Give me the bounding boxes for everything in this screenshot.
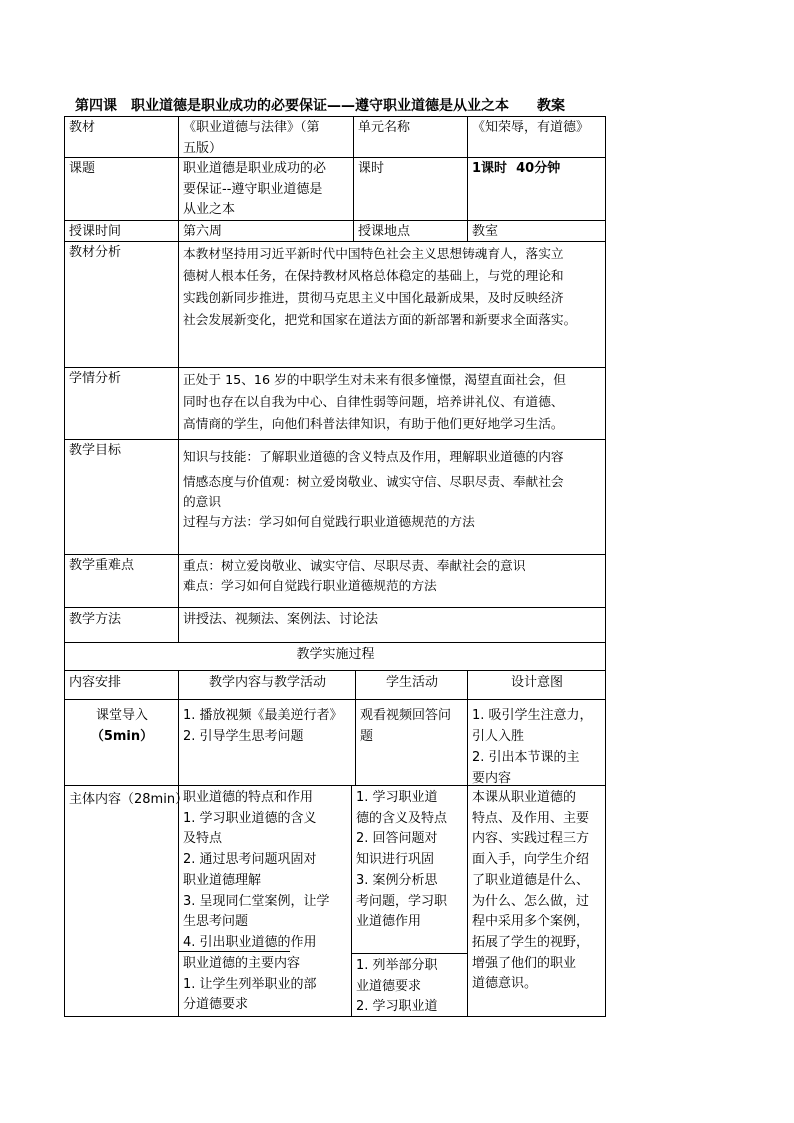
keypoints-label: 教学重难点 <box>69 558 135 573</box>
main-design-line: 拓展了学生的视野， <box>472 934 590 950</box>
unit-label: 单元名称 <box>358 120 411 135</box>
student-analysis-line: 同时也存在以自我为中心、自律性弱等问题，培养讲礼仪、有道德、 <box>183 394 564 409</box>
main-design-line: 了职业道德是什么、 <box>472 872 590 888</box>
goals-line: 的意识 <box>183 494 222 509</box>
main-content-line: 及特点 <box>183 831 223 847</box>
main-student-line: 德的含义及特点 <box>356 810 448 826</box>
main-design <box>468 787 605 995</box>
main-label: 主体内容（28min） <box>69 792 189 807</box>
place-label: 授课地点 <box>358 224 411 239</box>
keypoints-line: 难点：学习如何自觉践行职业道德规范的方法 <box>183 578 437 593</box>
goals-line: 情感态度与价值观：树立爱岗敬业、诚实守信、尽职尽责、奉献社会 <box>183 474 564 489</box>
topic-value-line: 从业之本 <box>183 202 236 217</box>
topic-value <box>179 158 353 221</box>
textbook-value <box>179 117 353 159</box>
row-divider <box>64 699 606 700</box>
main-content-line: 职业道德的特点和作用 <box>183 790 314 805</box>
goals-line: 知识与技能：了解职业道德的含义特点及作用，理解职业道德的内容 <box>183 449 564 464</box>
time-label: 授课时间 <box>69 224 122 239</box>
analysis-line: 德树人根本任务，在保持教材风格总体稳定的基础上，与党的理论和 <box>183 268 564 283</box>
intro-content-line: 1. 播放视频《最美逆行者》 <box>183 708 343 723</box>
analysis-label: 教材分析 <box>69 245 122 260</box>
topic-label: 课题 <box>69 161 96 176</box>
intro-label <box>65 704 178 747</box>
main-student-b-line: 业道德要求 <box>356 978 422 994</box>
main-student-line: 业道德作用 <box>356 914 422 930</box>
textbook-value-line: 五版） <box>183 140 223 156</box>
textbook-value-line: 《职业道德与法律》（第 <box>183 120 320 135</box>
row-divider <box>351 953 467 954</box>
main-design-line: 道德意识。 <box>472 976 538 992</box>
main-student-line: 2. 回答问题对 <box>356 831 438 847</box>
intro-design-line: 要内容 <box>472 771 512 786</box>
intro-student-line: 观看视频回答问 <box>360 708 452 723</box>
method-label: 教学方法 <box>69 612 122 627</box>
col-header-arrangement: 内容安排 <box>69 675 122 690</box>
analysis-line: 社会发展新变化，把党和国家在道法方面的新部署和新要求全面落实。 <box>183 312 577 327</box>
main-student-line: 考问题，学习职 <box>356 893 448 909</box>
col-header-student: 学生活动 <box>385 675 438 690</box>
student-analysis-line: 正处于 15、16 岁的中职学生对未来有很多憧憬，渴望直面社会，但 <box>183 372 566 387</box>
main-student-b-line: 2. 学习职业道 <box>356 999 438 1015</box>
hours-label: 课时 <box>358 161 385 176</box>
topic-value-line: 要保证--遵守职业道德是 <box>183 181 323 197</box>
main-content-line: 职业道德理解 <box>183 872 262 888</box>
analysis-line: 本教材坚持用习近平新时代中国特色社会主义思想铸魂育人，落实立 <box>183 246 564 261</box>
document-title: 第四课 职业道德是职业成功的必要保证——遵守职业道德是从业之本 教案 <box>75 98 565 114</box>
intro-design <box>468 704 605 789</box>
main-design-line: 面入手，向学生介绍 <box>472 852 590 868</box>
keypoints-value <box>179 555 605 596</box>
unit-value: 《知荣辱，有道德》 <box>472 120 590 135</box>
main-content-line: 3. 呈现同仁堂案例，让学 <box>183 893 330 909</box>
main-content-a <box>179 787 351 954</box>
process-header: 教学实施过程 <box>296 647 375 662</box>
intro-student-line: 题 <box>360 729 374 744</box>
method-value: 讲授法、视频法、案例法、讨论法 <box>183 612 379 627</box>
main-student-b <box>352 955 467 1018</box>
keypoints-line: 重点：树立爱岗敬业、诚实守信、尽职尽责、奉献社会的意识 <box>183 558 526 573</box>
main-content-line: 2. 通过思考问题巩固对 <box>183 852 317 868</box>
main-student-line: 知识进行巩固 <box>356 852 435 868</box>
intro-design-line: 2. 引出本节课的主 <box>472 750 580 765</box>
main-content-b-line: 分道德要求 <box>183 997 249 1013</box>
main-student-line: 3. 案例分析思 <box>356 872 438 888</box>
col-header-content: 教学内容与教学活动 <box>208 675 326 690</box>
main-design-line: 本课从职业道德的 <box>472 790 577 805</box>
student-analysis-value <box>179 368 605 435</box>
intro-content <box>179 704 355 747</box>
student-analysis-label: 学情分析 <box>69 371 122 386</box>
intro-design-line: 引人入胜 <box>472 729 525 744</box>
topic-value-line: 职业道德是职业成功的必 <box>183 161 327 176</box>
hours-value: 1课时 40分钟 <box>472 161 561 176</box>
intro-label-line: 课堂导入 <box>95 708 148 723</box>
main-student-b-line: 1. 列举部分职 <box>356 958 438 973</box>
goals-value <box>179 446 605 532</box>
main-student-line: 1. 学习职业道 <box>356 790 438 805</box>
main-design-line: 为什么、怎么做，过 <box>472 893 590 909</box>
row-divider <box>64 642 606 643</box>
analysis-line: 实践创新同步推进，贯彻马克思主义中国化最新成果，及时反映经济 <box>183 290 564 305</box>
goals-line: 过程与方法：学习如何自觉践行职业道德规范的方法 <box>183 514 475 529</box>
main-content-b-line: 职业道德的主要内容 <box>183 956 301 971</box>
main-design-line: 特点、及作用、主要 <box>472 810 590 826</box>
analysis-value <box>179 242 613 331</box>
main-content-b-line: 1. 让学生列举职业的部 <box>183 976 317 992</box>
intro-content-line: 2. 引导学生思考问题 <box>183 729 304 744</box>
time-value: 第六周 <box>183 224 223 239</box>
main-design-line: 增强了他们的职业 <box>472 955 577 971</box>
row-divider <box>64 670 606 671</box>
place-value: 教室 <box>472 224 499 239</box>
main-content-line: 生思考问题 <box>183 914 249 930</box>
main-student-a <box>352 787 467 933</box>
textbook-label: 教材 <box>69 120 96 135</box>
goals-label: 教学目标 <box>69 443 122 458</box>
table-border-bottom <box>64 1016 606 1017</box>
student-analysis-line: 高情商的学生，向他们科普法律知识，有助于他们更好地学习生活。 <box>183 416 564 431</box>
intro-label-time: （5min） <box>90 729 154 744</box>
main-content-line: 4. 引出职业道德的作用 <box>183 934 317 950</box>
intro-student <box>356 704 467 747</box>
main-design-line: 内容、实践过程三方 <box>472 831 590 847</box>
main-design-line: 程中采用多个案例， <box>472 914 590 930</box>
main-content-b <box>179 953 351 1016</box>
intro-design-line: 1. 吸引学生注意力， <box>472 708 593 723</box>
main-content-line: 1. 学习职业道德的含义 <box>183 810 317 826</box>
col-header-design: 设计意图 <box>510 675 563 690</box>
row-divider <box>64 607 606 608</box>
